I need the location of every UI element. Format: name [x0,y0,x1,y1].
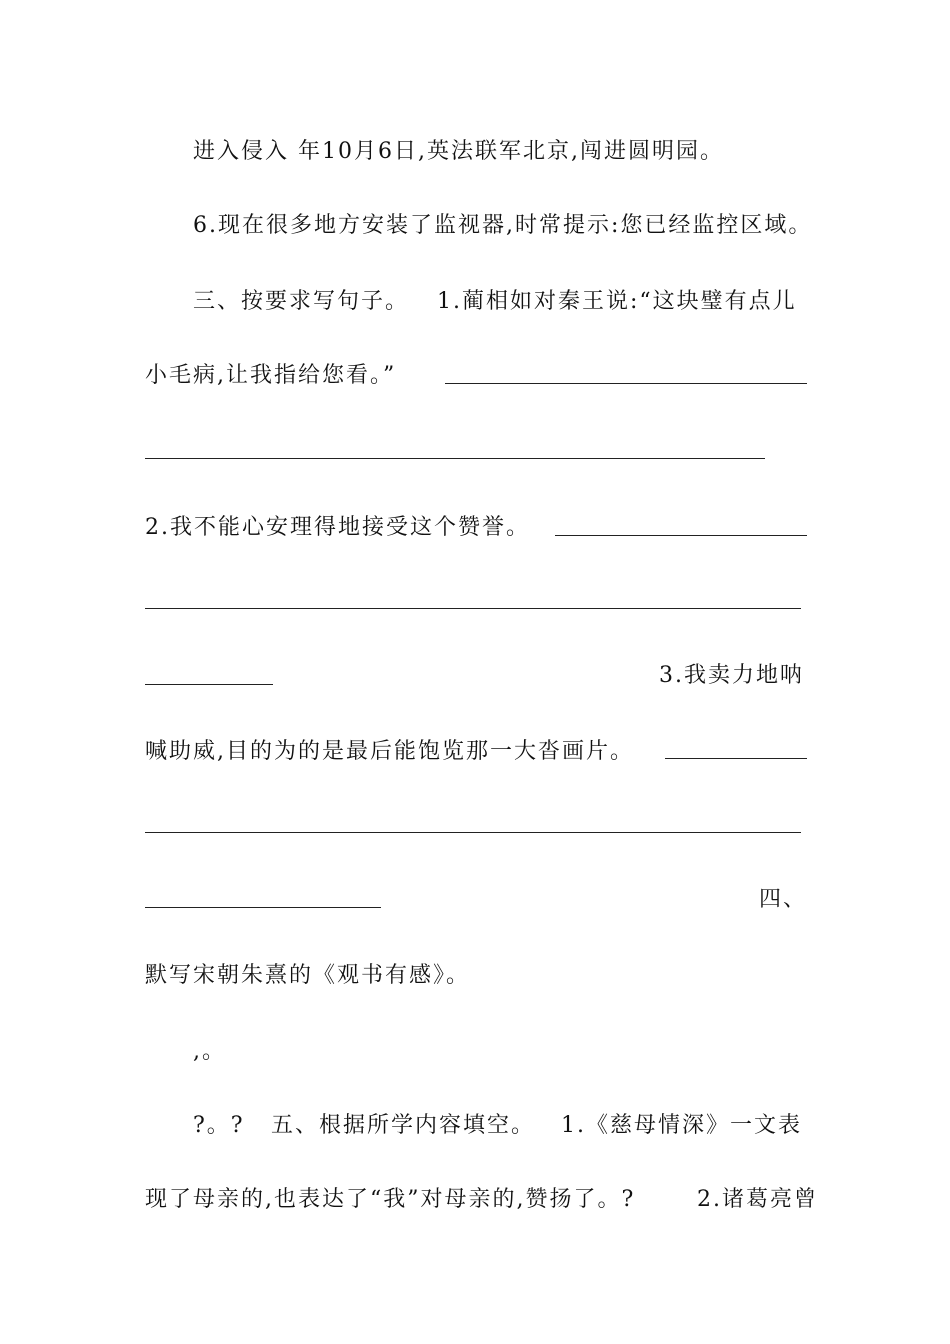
text-line-11 [145,880,807,920]
text-line-14 [145,1106,807,1146]
text-history-sentence: 进入侵入 年10月6日,英法联军北京,闯进圆明园。 [193,139,724,164]
text-sentence-1-start: 1.蔺相如对秦王说:“这块璧有点儿 [437,289,797,314]
text-line-3 [145,282,807,322]
text-line-4 [145,356,807,396]
text-fill-2-start: 2.诸葛亮曾 [697,1187,818,1212]
text-sentence-1-end: 小毛病,让我指给您看。” [145,363,397,388]
answer-blank[interactable] [145,608,801,609]
text-line-15 [145,1180,818,1220]
text-line-2 [145,206,813,246]
text-poem-instruction: 默写宋朝朱熹的《观书有感》。 [145,963,471,988]
text-line-9 [145,732,807,772]
answer-blank[interactable] [145,684,273,685]
text-sentence-3-start: 3.我卖力地呐 [659,663,804,688]
section-three-heading: 三、按要求写句子。 [193,289,410,314]
section-five-heading: 五、根据所学内容填空。 [271,1113,536,1138]
answer-blank[interactable] [445,383,807,384]
text-punctuation: ,。 [193,1039,226,1064]
text-sentence-3-end: 喊助威,目的为的是最后能饱览那一大沓画片。 [145,739,634,764]
text-line-13 [145,1032,807,1072]
answer-blank[interactable] [145,832,801,833]
text-line-1 [145,132,807,172]
answer-blank[interactable] [145,458,765,459]
section-four-heading: 四、 [759,887,808,912]
text-fill-1-start: 1.《慈母情深》一文表 [561,1113,802,1138]
text-question-6: 6.现在很多地方安装了监视器,时常提示:您已经监控区域。 [193,213,813,238]
text-sentence-2: 2.我不能心安理得地接受这个赞誉。 [145,515,530,540]
answer-blank[interactable] [145,907,381,908]
text-fill-1-end: 现了母亲的,也表达了“我”对母亲的,赞扬了。? [145,1187,636,1212]
text-line-12 [145,956,807,996]
answer-blank[interactable] [555,535,807,536]
text-punctuation-2: ?。? [193,1113,245,1138]
text-line-6 [145,508,807,548]
answer-blank[interactable] [665,758,807,759]
text-line-8 [145,656,807,696]
